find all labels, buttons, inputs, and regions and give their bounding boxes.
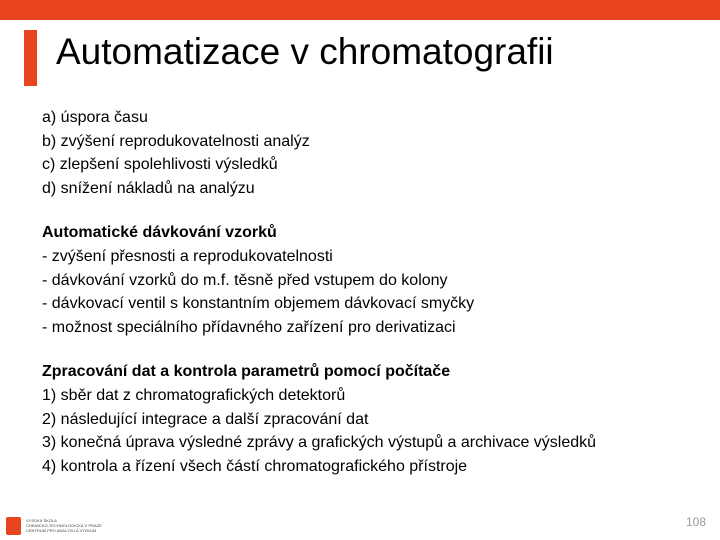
logo-line: CHEMICKO-TECHNOLOGICKÁ V PRAZE <box>26 523 102 528</box>
logo-text <box>26 518 136 533</box>
sampling-section <box>42 221 702 339</box>
goal-item: c) zlepšení spolehlivosti výsledků <box>42 156 278 174</box>
goal-item: b) zvýšení reprodukovatelnosti analýz <box>42 132 310 150</box>
processing-item: 4) kontrola a řízení všech částí chromatografického přístroje <box>42 457 468 475</box>
institution-logo <box>6 517 136 537</box>
goal-item: d) snížení nákladů na analýzu <box>42 179 255 197</box>
page-number: 108 <box>685 515 706 529</box>
sampling-heading: Automatické dávkování vzorků <box>42 224 277 242</box>
logo-line: CENTRUM PRO ANALÝZU A VÝZKUM <box>26 528 97 533</box>
logo-mark-icon <box>6 517 21 535</box>
sampling-item: - dávkovací ventil s konstantním objemem dávkovací smyčky <box>42 295 475 313</box>
slide-content <box>42 106 702 478</box>
sampling-item: - možnost speciálního přídavného zařízení pro derivatizaci <box>42 318 456 336</box>
title-accent-bar <box>24 30 37 86</box>
processing-item: 3) konečná úprava výsledné zprávy a grafických výstupů a archivace výsledků <box>42 434 597 452</box>
goals-list <box>42 106 702 200</box>
goal-item: a) úspora času <box>42 109 148 126</box>
processing-heading: Zpracování dat a kontrola parametrů pomocí počítače <box>42 363 451 381</box>
logo-line: VYSOKÁ ŠKOLA <box>26 518 57 523</box>
sampling-item: - zvýšení přesnosti a reprodukovatelnosti <box>42 247 333 265</box>
processing-item: 2) následující integrace a další zpracování dat <box>42 410 369 428</box>
processing-section <box>42 360 702 478</box>
sampling-item: - dávkování vzorků do m.f. těsně před vstupem do kolony <box>42 271 448 289</box>
top-accent-bar <box>0 0 720 20</box>
slide-title: Automatizace v chromatografii <box>56 31 554 72</box>
processing-item: 1) sběr dat z chromatografických detektorů <box>42 386 346 404</box>
